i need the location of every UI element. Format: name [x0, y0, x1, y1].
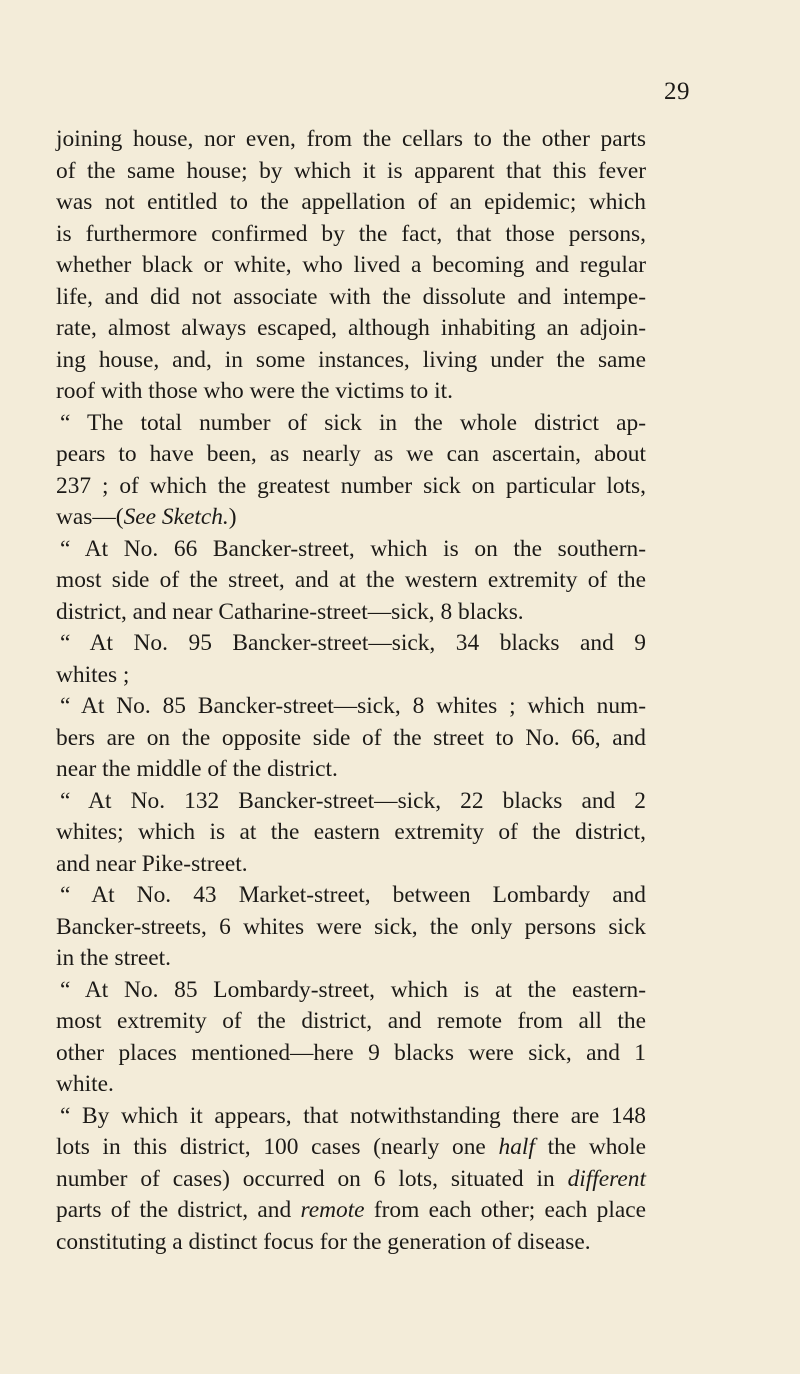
text-line: “ At No. 85 Bancker-street—sick, 8 whites ; which num-	[60, 693, 646, 719]
text-line: parts of the district, and remote from each other; each place	[56, 1197, 646, 1223]
text-line: whether black or white, who lived a becoming and regular	[56, 252, 646, 278]
text-line: Bancker-streets, 6 whites were sick, the only persons sick	[56, 913, 646, 940]
text-line: near the middle of the district.	[56, 756, 338, 782]
text-line: pears to have been, as nearly as we can ascertain, about	[56, 441, 646, 467]
paragraph	[56, 786, 646, 881]
text-line: “ By which it appears, that notwithstanding there are 148	[60, 1102, 646, 1129]
body-text	[56, 124, 646, 1258]
text-line: of the same house; by which it is apparent that this fever	[56, 157, 646, 184]
text-line: “ At No. 85 Lombardy-street, which is at the eastern-	[60, 976, 646, 1003]
paragraph	[56, 1101, 646, 1259]
text-line: is furthermore confirmed by the fact, that those persons,	[56, 220, 646, 247]
text-line: life, and did not associate with the dissolute and intempe-	[56, 283, 646, 310]
text-line: joining house, nor even, from the cellars to the other parts	[56, 126, 646, 152]
text-line: lots in this district, 100 cases (nearly one half the whole	[56, 1134, 646, 1160]
paragraph	[56, 880, 646, 975]
text-line: “ The total number of sick in the whole district ap-	[60, 409, 646, 436]
italic-text: remote	[300, 1197, 365, 1223]
paragraph	[56, 975, 646, 1101]
text-line: whites ;	[56, 661, 130, 688]
text-line: 237 ; of which the greatest number sick on particular lots,	[56, 472, 646, 499]
paragraph	[56, 408, 646, 534]
text-line: roof with those who were the victims to it.	[56, 378, 453, 404]
text-line: was not entitled to the appellation of an epidemic; which	[56, 189, 646, 215]
text-line: “ At No. 132 Bancker-street—sick, 22 blacks and 2	[60, 787, 646, 814]
text-line: most extremity of the district, and remote from all the	[56, 1008, 646, 1034]
text-line: “ At No. 95 Bancker-street—sick, 34 blacks and 9	[60, 630, 646, 656]
text-line: whites; which is at the eastern extremity of the district,	[56, 819, 646, 845]
text-line: number of cases) occurred on 6 lots, situated in different	[56, 1165, 646, 1192]
italic-text: See Sketch.	[123, 504, 229, 530]
text-line: district, and near Catharine-street—sick, 8 blacks.	[56, 598, 524, 625]
paragraph	[56, 628, 646, 691]
text-line: was—(See Sketch.)	[56, 504, 237, 530]
text-line: constituting a distinct focus for the generation of disease.	[56, 1228, 591, 1255]
paragraph	[56, 124, 646, 408]
paragraph	[56, 691, 646, 786]
text-line: ing house, and, in some instances, living under the same	[56, 346, 646, 373]
text-line: “ At No. 66 Bancker-street, which is on the southern-	[60, 535, 646, 562]
text-line: in the street.	[56, 945, 171, 971]
text-line: most side of the street, and at the western extremity of the	[56, 567, 646, 593]
text-line: “ At No. 43 Market-street, between Lombardy and	[60, 882, 646, 908]
paragraph	[56, 534, 646, 629]
text-line: bers are on the opposite side of the street to No. 66, and	[56, 724, 646, 751]
italic-text: different	[567, 1165, 646, 1192]
text-line: other places mentioned—here 9 blacks were sick, and 1	[56, 1039, 646, 1066]
text-line: white.	[56, 1071, 114, 1097]
text-line: rate, almost always escaped, although inhabiting an adjoin-	[56, 315, 646, 341]
italic-text: half	[498, 1134, 535, 1160]
page-number: 29	[664, 78, 690, 105]
text-line: and near Pike-street.	[56, 850, 248, 877]
